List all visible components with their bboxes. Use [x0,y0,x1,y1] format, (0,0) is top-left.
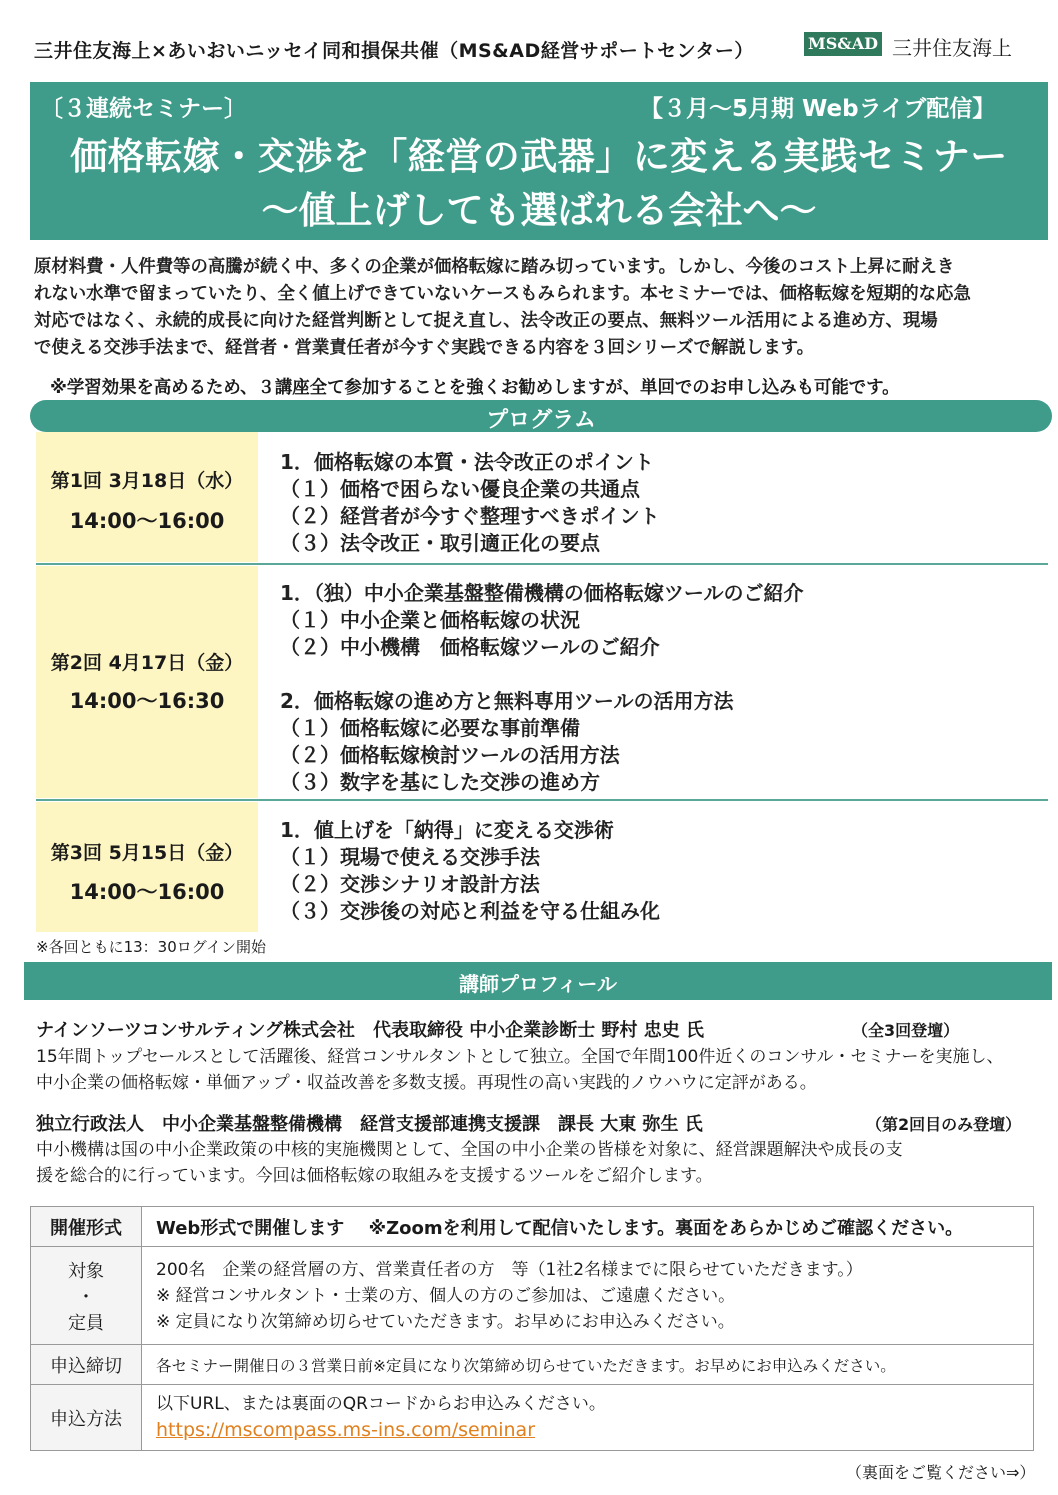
session-2-topic: （２）価格転嫁検討ツールの活用方法 [280,743,620,767]
session-3-date-cell [36,802,258,932]
intro-note: ※学習効果を高めるため、３講座全て参加することを強くお勧めしますが、単回でのお申し込みも可能です。 [50,378,900,398]
company-logo-text: 三井住友海上 [892,36,1012,60]
session-3-label: 第3回 5月15日（金） [50,842,244,864]
session-2-time: 14:00～16:30 [69,689,225,713]
instructor-2-desc: 援を総合的に行っています。今回は価格転嫁の取組みを支援するツールをご紹介します。 [36,1166,713,1186]
instructor-2-desc: 中小機構は国の中小企業政策の中核的実施機関として、全国の中小企業の皆様を対象に、経営課題解決や成長の支 [36,1140,903,1160]
info-row-deadline [31,1345,1034,1385]
session-2-topic: （１）価格転嫁に必要な事前準備 [280,716,580,740]
format-value: Web形式で開催します ※Zoomを利用して配信いたします。裏面をあらかじめご確認ください。 [142,1207,1034,1247]
session-2-label: 第2回 4月17日（金） [50,652,244,674]
session-divider [36,799,1048,801]
method-text: 以下URL、または裏面のQRコードからお申込みください。 [156,1394,606,1414]
deadline-label: 申込締切 [31,1345,142,1385]
instructor-1-heading: ナインソーツコンサルティング株式会社 代表取締役 中小企業診断士 野村 忠史 氏 [36,1020,705,1041]
instructor-2-heading: 独立行政法人 中小企業基盤整備機構 経営支援部連携支援課 課長 大東 弥生 氏 [36,1114,703,1135]
method-value [142,1385,1034,1451]
session-1-topic: （３）法令改正・取引適正化の要点 [280,531,600,555]
info-row-target [31,1247,1034,1345]
program-footnote: ※各回ともに13：30ログイン開始 [36,938,266,956]
method-label: 申込方法 [31,1385,142,1451]
target-label-line: ・ [77,1286,95,1308]
delivery-label: 【３月～5月期 Webライブ配信】 [640,96,996,122]
target-label [31,1247,142,1345]
format-label: 開催形式 [31,1207,142,1247]
target-line: ※ 定員になり次第締め切らせていただきます。お早めにお申込みください。 [156,1311,735,1332]
msad-logo: MS&AD [804,32,882,56]
intro-text [34,254,1044,362]
instructor-2-badge: （第2回目のみ登壇） [866,1115,1022,1134]
instructor-1-desc: 15年間トップセールスとして活躍後、経営コンサルタントとして独立。全国で年間100件近くのコンサル・セミナーを実施し、 [36,1047,1004,1067]
target-label-line: 対象 [68,1260,104,1282]
instructor-1-badge: （全3回登壇） [852,1021,960,1040]
session-1-topic: （１）価格で困らない優良企業の共通点 [280,477,640,501]
organizer-text: 三井住友海上×あいおいニッセイ同和損保共催（MS&AD経営サポートセンター） [34,40,754,62]
deadline-value: 各セミナー開催日の３営業日前※定員になり次第締め切らせていただきます。お早めにお申込みください。 [142,1345,1034,1385]
target-value [142,1247,1034,1345]
subtitle: ～値上げしても選ばれる会社へ～ [261,189,817,232]
session-3-topic: 1．値上げを「納得」に変える交渉術 [280,818,614,842]
intro-line: 対応ではなく、永続的成長に向けた経営判断として捉え直し、法令改正の要点、無料ツール活用による進め方、現場 [34,311,938,331]
session-3-topic: （３）交渉後の対応と利益を守る仕組み化 [280,899,660,923]
session-divider [36,563,1048,565]
instructor-header-label: 講師プロフィール [459,972,617,996]
session-1-topic: （２）経営者が今すぐ整理すべきポイント [280,504,660,528]
session-2-topic: （３）数字を基にした交渉の進め方 [280,770,600,794]
session-2-topic: （２）中小機構 価格転嫁ツールのご紹介 [280,635,660,659]
session-1-label: 第1回 3月18日（水） [50,470,244,492]
session-3-topic: （１）現場で使える交渉手法 [280,845,540,869]
session-2-topic: （１）中小企業と価格転嫁の状況 [280,608,580,632]
session-3-time: 14:00～16:00 [69,880,225,904]
instructor-1-desc: 中小企業の価格転嫁・単価アップ・収益改善を多数支援。再現性の高い実践的ノウハウに定評がある。 [36,1073,817,1093]
series-label: 〔３連続セミナー〕 [40,96,247,122]
target-line: ※ 経営コンサルタント・士業の方、個人の方のご参加は、ご遠慮ください。 [156,1285,736,1306]
session-2-topic: 1．（独）中小企業基盤整備機構の価格転嫁ツールのご紹介 [280,581,804,605]
session-1-date-cell [36,432,258,562]
intro-line: で使える交渉手法まで、経営者・営業責任者が今すぐ実践できる内容を３回シリーズで解説します。 [34,338,814,358]
intro-line: れない水準で留まっていたり、全く値上げできていないケースもみられます。本セミナーでは、価格転嫁を短期的な応急 [34,284,971,304]
main-title: 価格転嫁・交渉を「経営の武器」に変える実践セミナー [70,135,1008,178]
back-page-note: （裏面をご覧ください⇒） [846,1463,1036,1482]
info-row-method [31,1385,1034,1451]
session-1-time: 14:00～16:00 [69,509,225,533]
session-1-topic: 1．価格転嫁の本質・法令改正のポイント [280,450,654,474]
info-table [30,1206,1034,1451]
session-3-topic: （２）交渉シナリオ設計方法 [280,872,540,896]
intro-line: 原材料費・人件費等の高騰が続く中、多くの企業が価格転嫁に踏み切っています。しかし、今後のコスト上昇に耐えき [34,257,955,277]
info-row-format [31,1207,1034,1247]
target-label-line: 定員 [68,1312,104,1334]
program-header-label: プログラム [486,408,596,433]
session-2-date-cell [36,566,258,798]
target-line: 200名 企業の経営層の方、営業責任者の方 等（1社2名様までに限らせていただきます。） [156,1259,863,1280]
application-url-link[interactable]: https://mscompass.ms-ins.com/seminar [156,1419,536,1441]
session-2-topic: 2．価格転嫁の進め方と無料専用ツールの活用方法 [280,689,734,713]
